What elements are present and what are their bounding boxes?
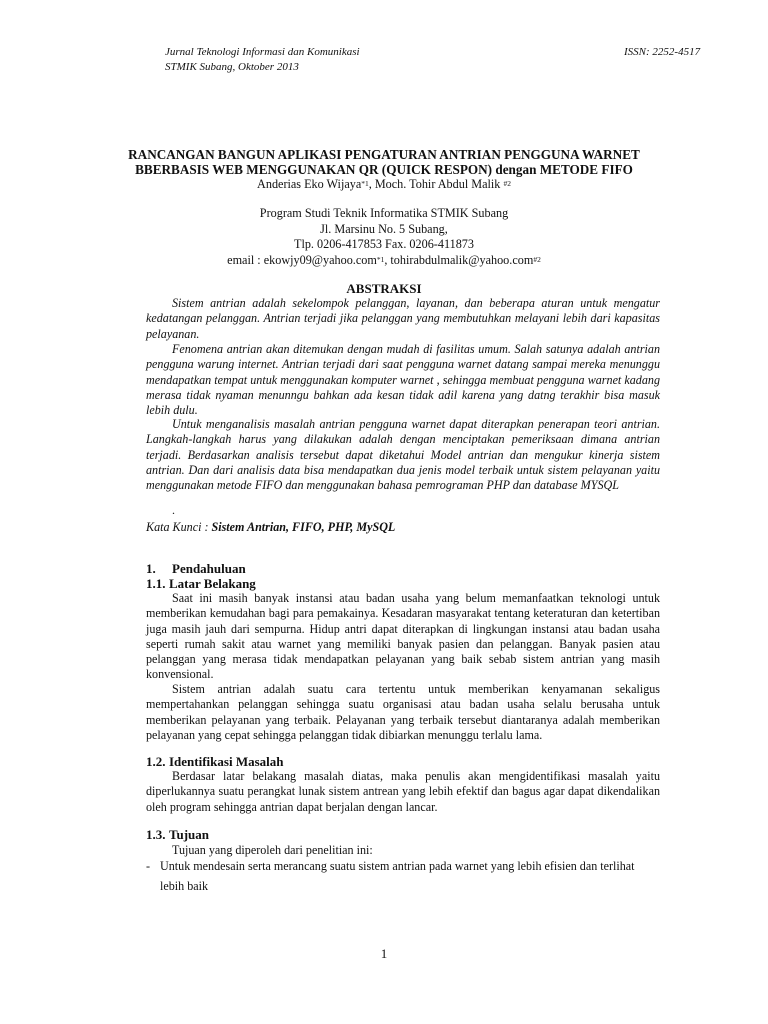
page-number: 1: [380, 946, 388, 961]
abstract-heading: ABSTRAKSI: [346, 281, 422, 296]
section-1-2-number: 1.2.: [146, 754, 166, 769]
section-1-2-heading: [146, 754, 284, 769]
email-1: email : ekowjy09@yahoo.com: [227, 253, 377, 267]
section-1-2-title: Identifikasi Masalah: [169, 754, 284, 769]
institution-date: STMIK Subang, Oktober 2013: [165, 61, 299, 73]
section-1-1-heading: [146, 576, 256, 591]
affiliation-email: [0, 253, 768, 269]
abstract-paragraph-1: Sistem antrian adalah sekelompok pelanggan, layanan, dan beberapa aturan untuk mengatur kedatangan pelanggan. Antrian terjadi jika pelanggan yang membutuhkan melayani lebih dari kapasitas pelayanan.: [146, 296, 660, 341]
keywords-label: Kata Kunci :: [146, 520, 212, 534]
affiliation-phone: Tlp. 0206-417853 Fax. 0206-411873: [294, 237, 474, 251]
abstract-paragraph-3: Untuk menganalisis masalah antrian pengguna warnet dapat diterapkan penerapan teori antrian. Langkah-langkah harus yang dilakukan adalah dengan menciptakan pemeriksaan dimana antrian terjadi. Berdasarkan analisis tersebut dapat diketahui Model antrian dan mengukur kinerja sistem antrian. Dan dari analisis data bisa mendapatkan dua jenis model terbaik untuk sistem pelayanan yaitu menggunakan metode FIFO dan menggunakan bahasa pemrograman PHP dan database MYSQL: [146, 417, 660, 493]
bullet-dash: -: [146, 859, 151, 873]
section-1-heading: [146, 561, 246, 576]
section-1-1-paragraph-1: Saat ini masih banyak instansi atau badan usaha yang belum memanfaatkan teknologi untuk memberikan kemudahan bagi para pemakainya. Kesadaran masyarakat tentang keteraturan dan ketertiban juga masih jauh dari sempurna. Hidup antri dapat diterapkan di lingkungan instansi atau badan usaha seperti rumah sakit atau warnet yang memiliki banyak pasien dan pelanggan. Banyak pasien atau pelanggan yang merasa tidak mendapatkan pelayanan yang baik sebab sistem antrian yang masih konvensional.: [146, 591, 660, 682]
email-1-mark: *1: [376, 255, 385, 264]
affiliation-address: Jl. Marsinu No. 5 Subang,: [320, 222, 448, 236]
section-1-3-paragraph-1: Tujuan yang diperoleh dari penelitian ini:: [172, 843, 373, 857]
section-1-2-paragraph-1: Berdasar latar belakang masalah diatas, maka penulis akan mengidentifikasi masalah yaitu diperlukannya suatu perangkat lunak sistem antrean yang lebih efektif dan bagus agar dapat dikendalikan oleh program sehingga antrian dapat berjalan dengan lancar.: [146, 769, 660, 814]
section-1-title: Pendahuluan: [172, 561, 246, 576]
author-separator: ,: [368, 177, 375, 191]
section-1-1-title: Latar Belakang: [169, 576, 256, 591]
bullet-1-line-1: Untuk mendesain serta merancang suatu sistem antrian pada warnet yang lebih efisien dan terlihat: [160, 859, 635, 873]
abstract-dot: .: [172, 503, 175, 517]
section-1-3-number: 1.3.: [146, 827, 166, 842]
abstract-paragraph-2: Fenomena antrian akan ditemukan dengan mudah di fasilitas umum. Salah satunya adalah antrian pengguna warung internet. Antrian terjadi dari saat pengguna warnet datang sampai mereka menunggu mendapatkan tempat untuk menggunakan komputer warnet , sehingga membuat pengguna warnet kadang merasa tidak nyaman menunngu bahkan ada kesan tidak adil karena yang datng terakhir bisa masuk lebih dulu.: [146, 342, 660, 418]
email-2: , tohirabdulmalik@yahoo.com: [384, 253, 534, 267]
journal-name: Jurnal Teknologi Informasi dan Komunikasi: [165, 46, 360, 58]
section-1-3-bullet-1: [146, 859, 660, 874]
section-1-3-title: Tujuan: [169, 827, 209, 842]
section-1-number: 1.: [146, 561, 156, 576]
section-1-3-heading: [146, 827, 209, 842]
paper-title-line1: RANCANGAN BANGUN APLIKASI PENGATURAN ANTRIAN PENGGUNA WARNET: [128, 147, 640, 162]
paper-title-line2: BBERBASIS WEB MENGGUNAKAN QR (QUICK RESPON) dengan METODE FIFO: [135, 162, 633, 177]
author-1: Anderias Eko Wijaya: [257, 177, 362, 191]
section-1-1-number: 1.1.: [146, 576, 166, 591]
author-2-mark: #2: [503, 179, 511, 188]
affiliation-program: Program Studi Teknik Informatika STMIK Subang: [259, 206, 509, 220]
email-2-mark: #2: [533, 255, 541, 264]
authors: [0, 177, 768, 193]
keywords: [146, 520, 395, 535]
section-1-1-paragraph-2: Sistem antrian adalah suatu cara tertentu untuk memberikan kenyamanan sekaligus mempertahankan pelanggan sehingga suatu organisasi atau badan usaha selalu berusaha untuk memberikan pelayanan yang terbaik. Pelayanan yang terbaik tersebut diantaranya adalah memberikan pelayanan yang cepat sehingga pelanggan tidak dibiarkan menunggu terlalu lama.: [146, 682, 660, 742]
author-2: Moch. Tohir Abdul Malik: [374, 177, 501, 191]
issn: ISSN: 2252-4517: [624, 46, 701, 58]
section-1-3-bullet-1-continuation: lebih baik: [160, 879, 209, 893]
author-1-mark: *1: [361, 179, 369, 188]
keywords-list: Sistem Antrian, FIFO, PHP, MySQL: [211, 520, 396, 534]
